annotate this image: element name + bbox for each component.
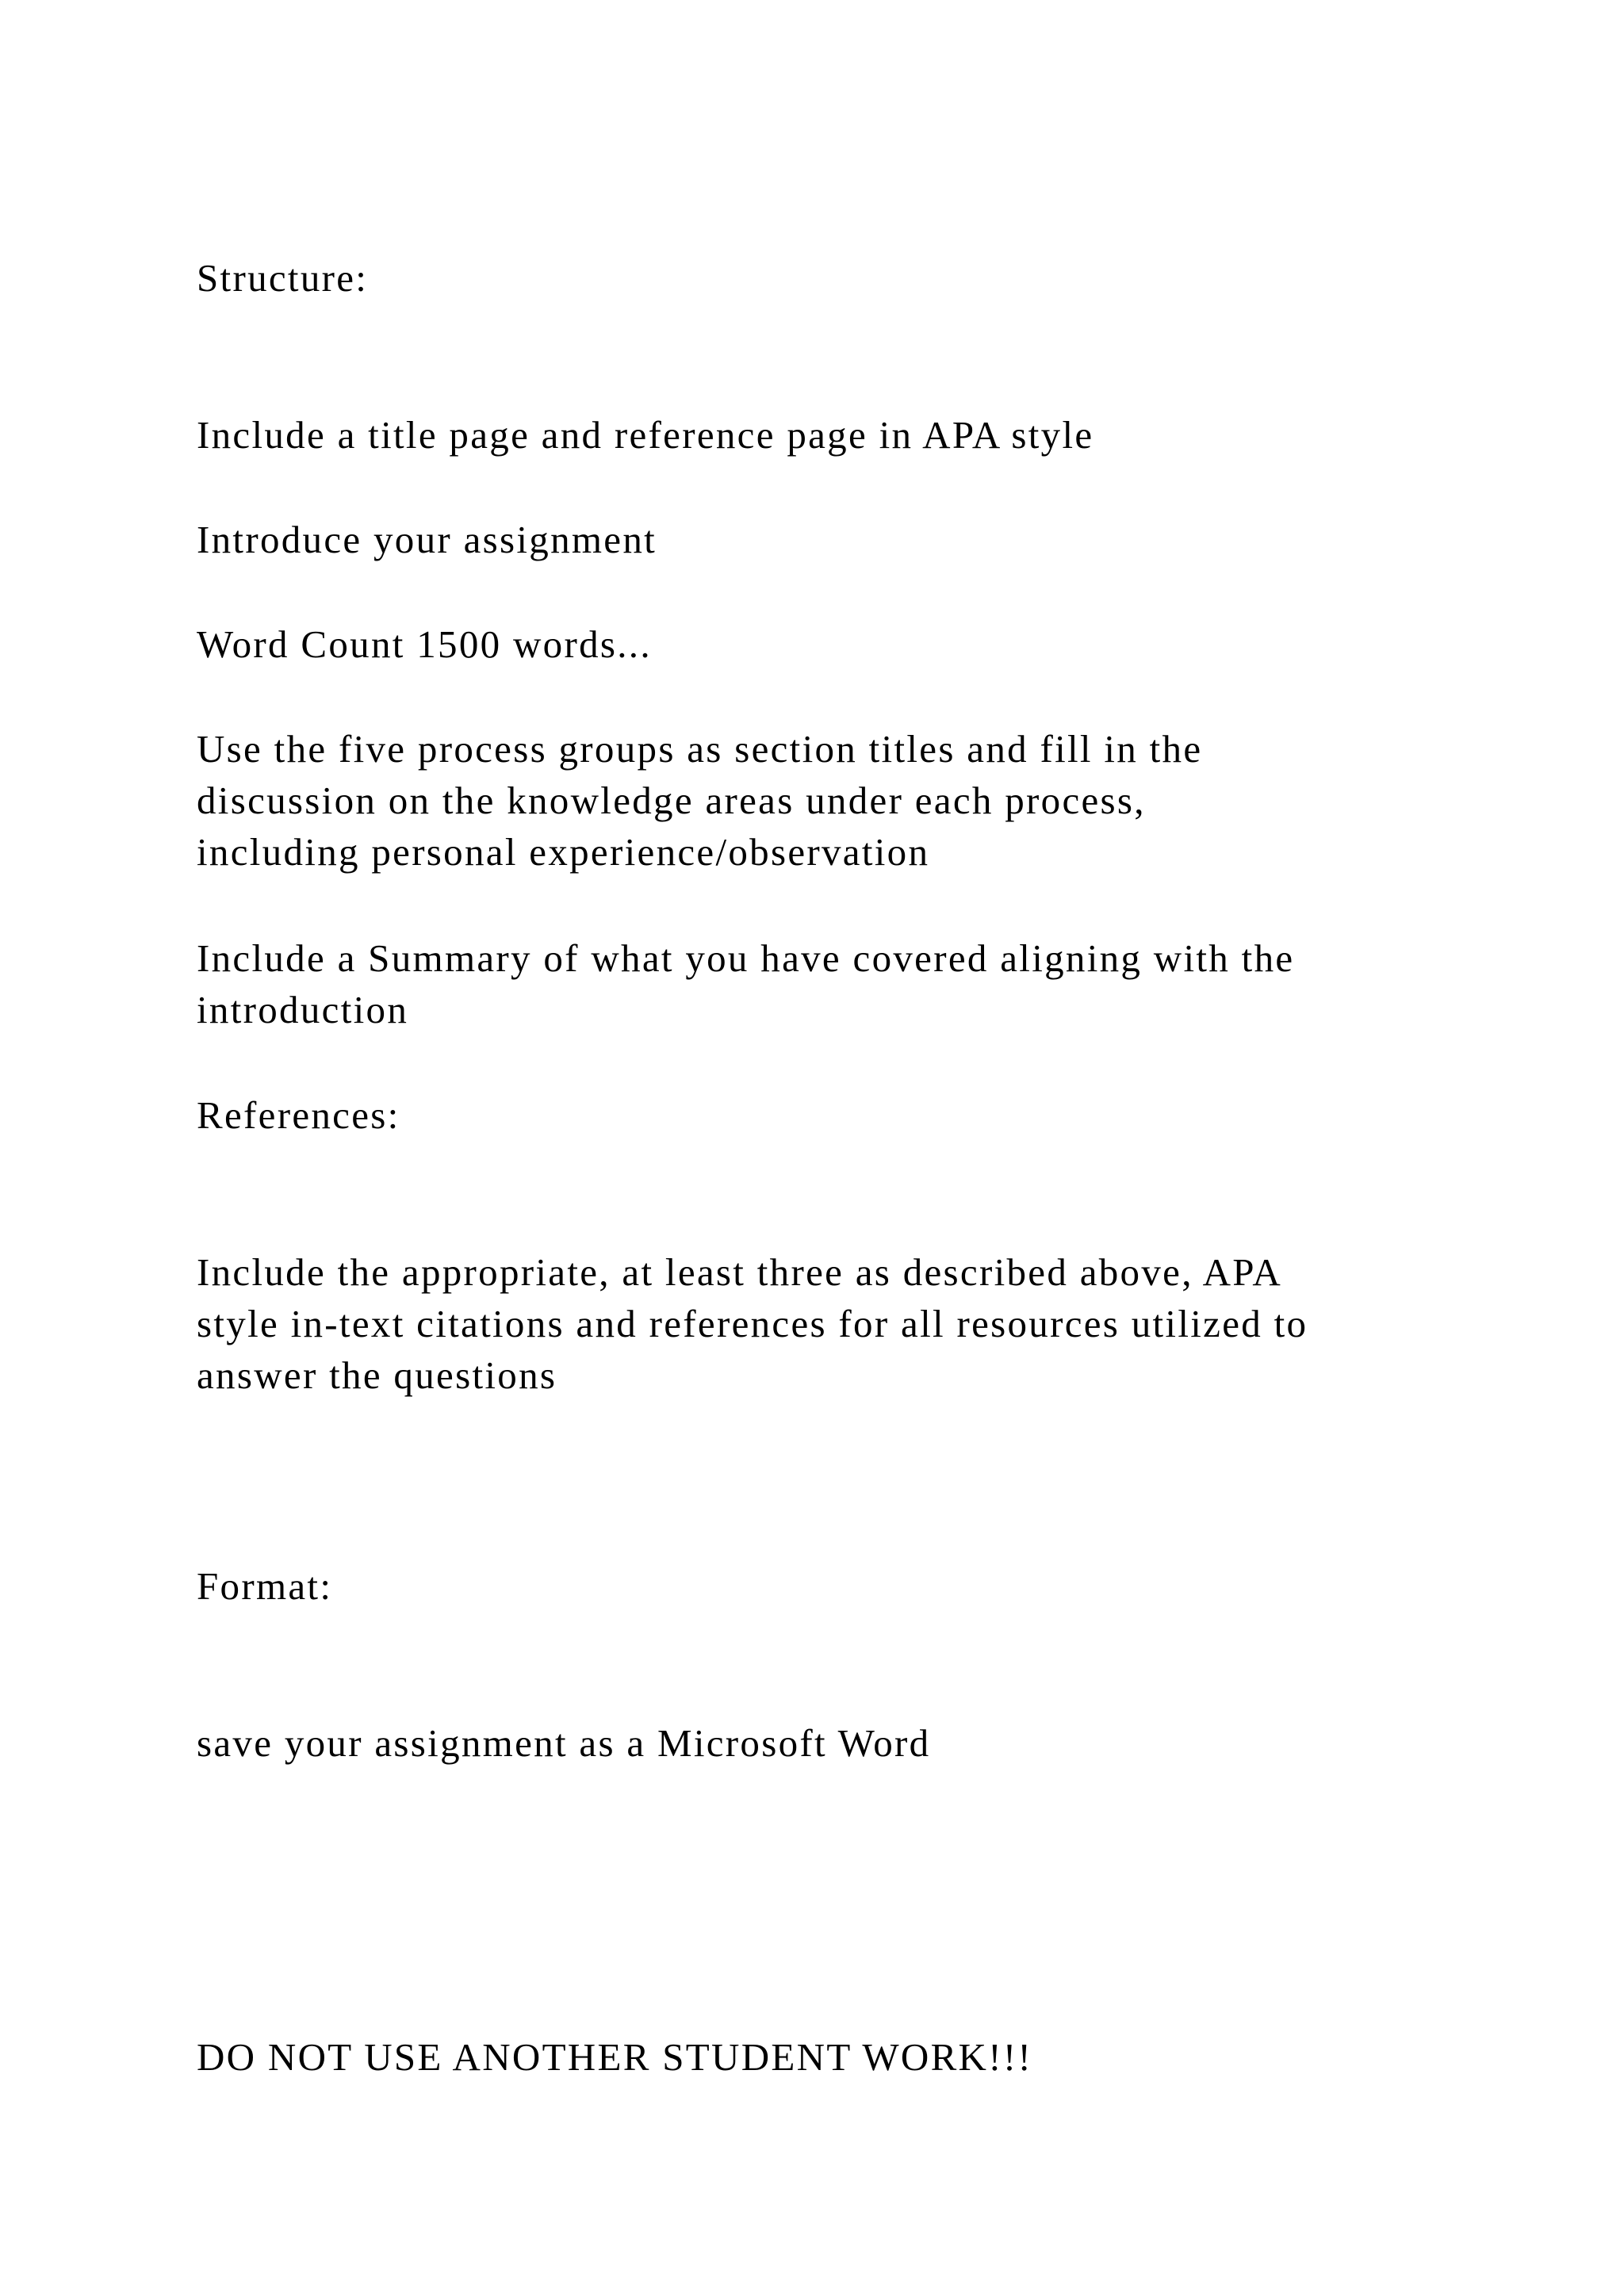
references-line: Include the appropriate, at least three as described above, APA — [197, 1250, 1283, 1294]
structure-heading: Structure: — [197, 256, 369, 300]
summary-instruction — [197, 932, 1465, 1035]
format-heading: Format: — [197, 1564, 333, 1608]
word-count-instruction: Word Count 1500 words... — [197, 622, 652, 666]
references-line: answer the questions — [197, 1353, 557, 1397]
summary-line: Include a Summary of what you have covered aligning with the — [197, 936, 1295, 980]
warning-text: DO NOT USE ANOTHER STUDENT WORK!!! — [197, 2035, 1033, 2079]
title-page-instruction: Include a title page and reference page in APA style — [197, 413, 1094, 457]
references-instruction — [197, 1246, 1465, 1401]
references-heading: References: — [197, 1093, 400, 1137]
format-instruction: save your assignment as a Microsoft Word — [197, 1721, 931, 1765]
summary-line: introduction — [197, 988, 409, 1031]
process-groups-line: Use the five process groups as section titles and fill in the — [197, 727, 1203, 771]
process-groups-line: discussion on the knowledge areas under each process, — [197, 779, 1146, 822]
process-groups-instruction — [197, 723, 1465, 878]
process-groups-line: including personal experience/observation — [197, 830, 930, 874]
introduce-instruction: Introduce your assignment — [197, 518, 657, 561]
references-line: style in-text citations and references for all resources utilized to — [197, 1302, 1308, 1345]
